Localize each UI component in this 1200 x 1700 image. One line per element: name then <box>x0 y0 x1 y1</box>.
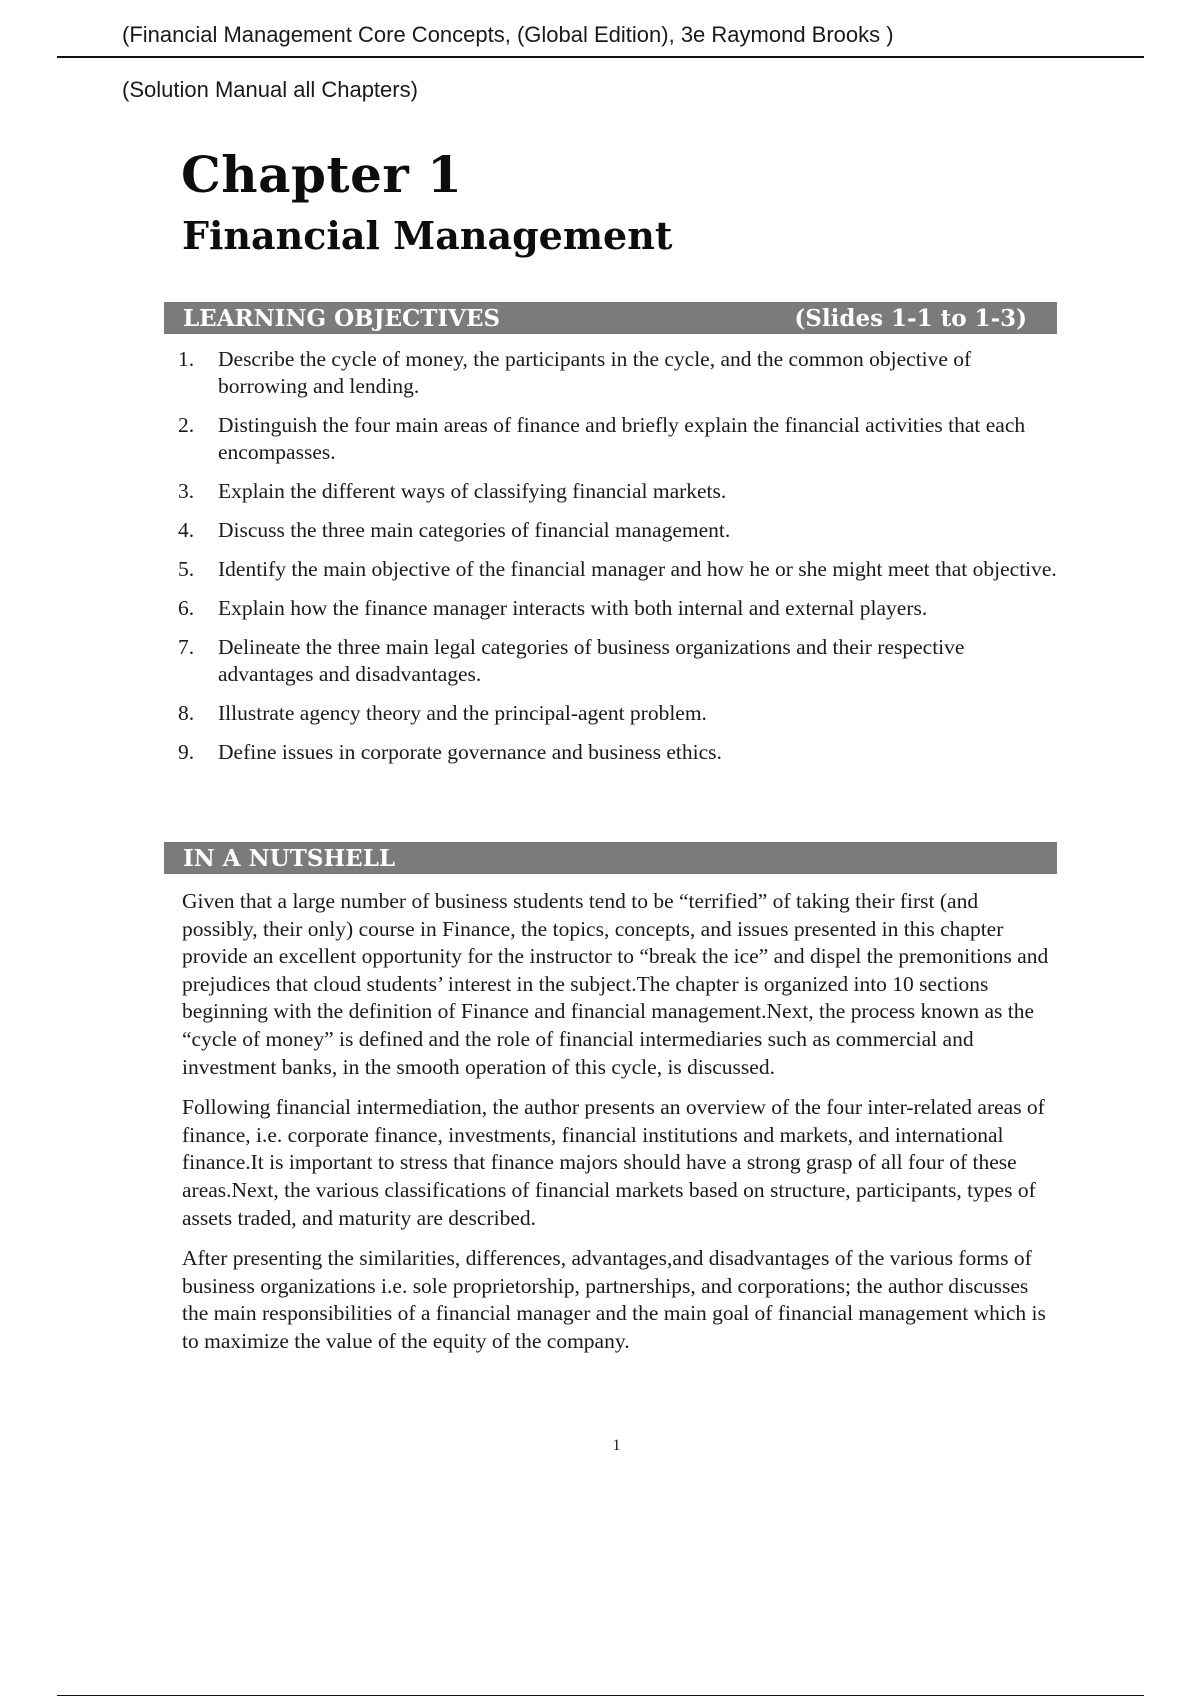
objective-text: Delineate the three main legal categories of business organizations and their respective advantages and disadvantages. <box>218 635 965 686</box>
learning-objectives-list <box>178 346 1058 778</box>
objective-item <box>178 595 1058 622</box>
objective-text: Describe the cycle of money, the participants in the cycle, and the common objective of borrowing and lending. <box>218 347 972 398</box>
objective-text: Explain the different ways of classifying financial markets. <box>218 479 727 503</box>
objective-text: Explain how the finance manager interacts with both internal and external players. <box>218 596 928 620</box>
objective-number: 3. <box>178 479 195 503</box>
learning-objectives-header <box>164 302 1057 334</box>
objective-item <box>178 412 1058 466</box>
objective-number: 2. <box>178 413 195 437</box>
page-number: 1 <box>612 1437 621 1454</box>
nutshell-paragraph: After presenting the similarities, differences, advantages,and disadvantages of the various forms of business organizations i.e. sole proprietorship, partnerships, and corporations; the author discusses the main responsibilities of a financial manager and the main goal of financial management which is to maximize the value of the equity of the company. <box>182 1246 1046 1353</box>
objective-text: Define issues in corporate governance and business ethics. <box>218 740 722 764</box>
objective-number: 4. <box>178 518 195 542</box>
objective-item <box>178 346 1058 400</box>
objective-text: Distinguish the four main areas of finance and briefly explain the financial activities that each encompasses. <box>218 413 1026 464</box>
footer-rule <box>57 1695 1144 1696</box>
header-rule <box>57 56 1144 58</box>
objective-text: Illustrate agency theory and the principal-agent problem. <box>218 701 707 725</box>
objective-number: 6. <box>178 596 195 620</box>
objective-item <box>178 556 1058 583</box>
objective-number: 5. <box>178 557 195 581</box>
document-subtitle: (Solution Manual all Chapters) <box>122 77 418 102</box>
nutshell-body <box>182 888 1057 1369</box>
slides-reference: (Slides 1-1 to 1-3) <box>794 304 1027 332</box>
objective-number: 8. <box>178 701 195 725</box>
objective-item <box>178 739 1058 766</box>
objective-item <box>178 634 1058 688</box>
objective-text: Discuss the three main categories of financial management. <box>218 518 731 542</box>
objective-item <box>178 478 1058 505</box>
nutshell-heading: IN A NUTSHELL <box>183 844 396 872</box>
learning-objectives-heading: LEARNING OBJECTIVES <box>183 304 501 332</box>
nutshell-header <box>164 842 1057 874</box>
chapter-number: Chapter 1 <box>181 145 463 204</box>
objective-item <box>178 700 1058 727</box>
objective-number: 9. <box>178 740 195 764</box>
nutshell-paragraph: Given that a large number of business students tend to be “terrified” of taking their first (and possibly, their only) course in Finance, the topics, concepts, and issues presented in this chapter provide an excellent opportunity for the instructor to “break the ice” and dispel the premonitions and prejudices that cloud students’ interest in the subject.The chapter is organized into 10 sections beginning with the definition of Finance and financial management.Next, the process known as the “cycle of money” is defined and the role of financial intermediaries such as commercial and investment banks, in the smooth operation of this cycle, is discussed. <box>182 889 1049 1079</box>
chapter-title: Financial Management <box>182 213 673 258</box>
objective-number: 7. <box>178 635 195 659</box>
nutshell-paragraph: Following financial intermediation, the author presents an overview of the four inter-related areas of finance, i.e. corporate finance, investments, financial institutions and markets, and international finance.It is important to stress that finance majors should have a strong grasp of all four of these areas.Next, the various classifications of financial markets based on structure, participants, types of assets traded, and maturity are described. <box>182 1095 1045 1230</box>
running-header: (Financial Management Core Concepts, (Global Edition), 3e Raymond Brooks ) <box>122 22 894 47</box>
objective-item <box>178 517 1058 544</box>
objective-text: Identify the main objective of the financial manager and how he or she might meet that objective. <box>218 557 1057 581</box>
objective-number: 1. <box>178 347 195 371</box>
